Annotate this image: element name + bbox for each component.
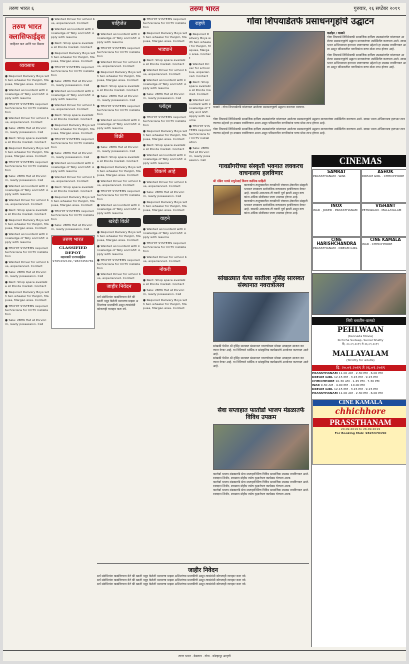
sirinilayam-header: सिरी ब्लाटीम-वास्को: [312, 317, 406, 325]
cinema-listing: ASHOK DREAM GIRL · CHHICHHORE: [361, 169, 406, 203]
section-heading-sell: विकणे आहे: [143, 168, 187, 177]
schedule-row: PRASSTHANAM 11.00 AM · 2.30 PM · 6.00 PM: [312, 371, 383, 375]
schedule-row: DREAM GIRL 12.15 PM · 3.15 PM · 9.15 PM: [312, 387, 378, 391]
section-heading-rahne: राहणे: [189, 20, 211, 29]
story-vachanalay: गावडोंगरीच्या संस्कृती भवनात लवकरच वाचनालय हलविणार श्री मंडिरा मावडे प्रभुदेसाई किरण कामिक माहिती काणकोण तालुक्यातील गावडोंगरी पंचायत क्षेत्रातील संस्कृती भवनात लवकरच सार्वजनिक वाचनालय हलविण्यात येणार आहे. यासाठी आवश्यक ती तयारी पूर्ण झाली असून वाचकांना अधिक सोयीस्कर जागा उपलब्ध होणार आहे. काणकोण तालुक्यातील गावडोंगरी पंचायत क्षेत्रातील संस्कृती भवनात लवकरच सार्वजनिक वाचनालय हलविण्यात येणार आहे. यासाठी आवश्यक ती तयारी पूर्ण झाली असून वाचकांना अधिक सोयीस्कर जागा उपलब्ध होणार आहे.: [213, 163, 308, 215]
schedule-row: WAR 9.30 AM · 4.00 PM · 10.00 PM: [312, 383, 365, 387]
classified-column-2: ● Wanted Driver for school bus, experienced. Contact ● Wanted accountant with knowledge of Tally and GST. Apply with resume ● Rent: Shop space available at Ponda market. Contact ● Required Delivery Boys with two wheeler for Panjim, Mapusa, Margao area. Contact ● TECHIT SYSTEMS required technicians for CCTV installation ● Sale: 2BHK flat at Porvorim, ready possession. Call ● Wanted accountant with knowledge of Tally and GST. Apply with resume ● Wanted Driver for school bus, experienced. Contact ● Rent: Shop space available at Ponda market. Contact ● Required Delivery Boys with two wheeler for Panjim, Mapusa, Margao area. Contact ● TECHIT SYSTEMS required technicians for CCTV installation ● Sale: 2BHK flat at Porvorim, ready possession. Call ● Wanted accountant with knowledge of Tally and GST. Apply with resume ● Wanted Driver for school bus, experienced. Contact ● Rent: Shop space available at Ponda market. Contact ● Required Delivery Boys with two wheeler for Panjim, Mapusa, Margao area. Contact ● TECHIT SYSTEMS required technicians for CCTV installation ● Sale: 2BHK flat at Porvorim, ready possession. Call तरुण भारत CLASSIFIED DEPOT महालक्ष्मी एन्टरप्राईझेस 9765432109 / 9823456781: [51, 17, 95, 649]
story4-headline: सेवा सप्ताहात फातोर्डा भाजप मंडळातर्फे विविध उपक्रम: [217, 407, 305, 421]
schedule-table: [312, 371, 406, 395]
story-seva-saptah: सेवा सप्ताहात फातोर्डा भाजप मंडळातर्फे विविध उपक्रम फातोर्डा भाजप मंडळातर्फे सेवा सप्ताहानिमित्त विविध सामाजिक उपक्रम राबविण्यात आले. रक्तदान शिबीर, स्वच्छता मोहीम तसेच वृक्षारोपण कार्यक्रम घेण्यात आला. फातोर्डा भाजप मंडळातर्फे सेवा सप्ताहानिमित्त विविध सामाजिक उपक्रम राबविण्यात आले. रक्तदान शिबीर, स्वच्छता मोहीम तसेच वृक्षारोपण कार्यक्रम घेण्यात आला. फातोर्डा भाजप मंडळातर्फे सेवा सप्ताहानिमित्त विविध सामाजिक उपक्रम राबविण्यात आले. रक्तदान शिबीर, स्वच्छता मोहीम तसेच वृक्षारोपण कार्यक्रम घेण्यात आला.: [213, 407, 309, 552]
story2-headline: गावडोंगरीच्या संस्कृती भवनात लवकरच वाचनालय हलविणार: [218, 163, 304, 177]
cinema-poster: [312, 273, 406, 315]
classified-list: ● Required Delivery Boys with two wheeler for Panjim, Mapusa, Margao area. Contact ● Wanted accountant with knowledge of Tally and GST. Apply with resume ● TECHIT SYSTEMS required technicians for CCTV installation ● Wanted Driver for school bus, experienced. Contact ● Sale: 2BHK flat at Porvorim, ready possession. Call ● Rent: Shop space available at Ponda market. Contact ● Required Delivery Boys with two wheeler for Panjim, Mapusa, Margao area. Contact ● TECHIT SYSTEMS required technicians for CCTV installation ● Sale: 2BHK flat at Porvorim, ready possession. Call ● Wanted accountant with knowledge of Tally and GST. Apply with resume ● Wanted Driver for school bus, experienced. Contact ● Rent: Shop space available at Ponda market. Contact ● Required Delivery Boys with two wheeler for Panjim, Mapusa, Margao area. Contact ● Wanted accountant with knowledge of Tally and GST. Apply with resume ● TECHIT SYSTEMS required technicians for CCTV installation ● Wanted Driver for school bus, experienced. Contact ● Sale: 2BHK flat at Porvorim, ready possession. Call ● Rent: Shop space available at Ponda market. Contact ● Required Delivery Boys with two wheeler for Panjim, Mapusa, Margao area. Contact ● TECHIT SYSTEMS required technicians for CCTV installation ● Sale: 2BHK flat at Porvorim, ready possession. Call: [5, 74, 49, 326]
cinemas-banner: CINEMAS: [312, 155, 406, 167]
section-heading-khareedi: खरेदी विक्री: [97, 218, 141, 227]
section-heading-rent: भाड्याने: [143, 46, 187, 55]
newspaper-page: [3, 3, 406, 661]
masthead-title: तरुण भारत: [189, 5, 220, 13]
mallayalam-title: MALLAYALAM: [332, 349, 389, 358]
section-heading-wanted: पाहिजेत: [97, 20, 141, 29]
section-heading-sale: विक्री: [97, 133, 141, 142]
main-body: वार्ताहर / वास्को गोवा शिपयार्ड लिमिटेडतर्फे सामाजिक दायित्व उपक्रमांतर्गत बांधण्यात आलेल्या प्रसाधनगृहांचे उद्घाटन मान्यवरांच्या उपस्थितीत करण्यात आले. स्वच्छ भारत अभियानाला हातभार लावण्याच्या उद्देशाने हा उपक्रम राबविण्यात आला असून परिसरातील नागरिकांना याचा मोठा लाभ होणार आहे. गोवा शिपयार्ड लिमिटेडतर्फे सामाजिक दायित्व उपक्रमांतर्गत बांधण्यात आलेल्या प्रसाधनगृहांचे उद्घाटन मान्यवरांच्या उपस्थितीत करण्यात आले. स्वच्छ भारत अभियानाला हातभार लावण्याच्या उद्देशाने हा उपक्रम राबविण्यात आला असून परिसरातील नागरिकांना याचा मोठा लाभ होणार आहे.: [327, 31, 406, 69]
schedule-row: DREAM GIRL 12.15 PM · 3.15 PM · 9.15 PM: [312, 375, 378, 379]
cinema-listing: SAMRAT PRASSTHANAM · WAR: [312, 169, 361, 203]
classified-column-1: [5, 17, 49, 649]
story2-photo: [213, 185, 241, 215]
story-navratri: सांखळ्यात येत्या सातीला नृसिंह सारस्वत संस्थानात नवरात्रोत्सव सांखळी येथील श्री नृसिंह सारस्वत संस्थानात नवरात्रोत्सव मोठ्या उत्साहात साजरा करण्यात येणार आहे. या निमित्ताने धार्मिक व सांस्कृतिक कार्यक्रमांचे आयोजन करण्यात आले आहे. सांखळी येथील श्री नृसिंह सारस्वत संस्थानात नवरात्रोत्सव मोठ्या उत्साहात साजरा करण्यात येणार आहे. या निमित्ताने धार्मिक व सांस्कृतिक कार्यक्रमांचे आयोजन करण्यात आले आहे.: [213, 275, 309, 405]
public-notice: जाहीर निवेदन सर्व संबंधितांना कळविण्यात येते की खाली नमूद केलेली मालमत्ता माझ्या अशिलांच्या मालकीची असून त्यासंबंधी कोणताही व्यवहार करू नये. सर्व संबंधितांना कळविण्यात येते की खाली नमूद केलेली मालमत्ता माझ्या अशिलांच्या मालकीची असून त्यासंबंधी कोणताही व्यवहार करू नये. सर्व संबंधितांना कळविण्यात येते की खाली नमूद केलेली मालमत्ता माझ्या अशिलांच्या मालकीची असून त्यासंबंधी कोणताही व्यवहार करू नये.: [97, 563, 309, 650]
page-header: [3, 3, 406, 16]
classified-column-4: ● TECHIT SYSTEMS required technicians for CCTV installation ● Required Delivery Boys with two wheeler for Panjim, Mapusa, Margao area. Contact भाड्याने ● Rent: Shop space available at Ponda market. Contact ● Wanted Driver for school bus, experienced. Contact ● Wanted accountant with knowledge of Tally and GST. Apply with resume ● Sale: 2BHK flat at Porvorim, ready possession. Call प्लॉट्स ● TECHIT SYSTEMS required technicians for CCTV installation ● Required Delivery Boys with two wheeler for Panjim, Mapusa, Margao area. Contact ● Rent: Shop space available at Ponda market. Contact ● Wanted accountant with knowledge of Tally and GST. Apply with resume विकणे आहे ● Wanted Driver for school bus, experienced. Contact ● Sale: 2BHK flat at Porvorim, ready possession. Call ● Required Delivery Boys with two wheeler for Panjim, Mapusa, Margao area. Contact वाहने ● Wanted accountant with knowledge of Tally and GST. Apply with resume ● TECHIT SYSTEMS required technicians for CCTV installation ● Wanted Driver for school bus, experienced. Contact नोकरी ● Rent: Shop space available at Ponda market. Contact ● Sale: 2BHK flat at Porvorim, ready possession. Call ● Required Delivery Boys with two wheeler for Panjim, Mapusa, Margao area. Contact: [143, 17, 187, 310]
section-heading-vehicle: वाहने: [143, 215, 187, 224]
schedule-header: दि. २०.०९.२०१९ ते २६.०९.२०१९: [312, 365, 406, 371]
section-heading-biznes: व्यवसाय: [5, 62, 49, 71]
schedule-row: PRASSTHANAM 11.00 AM · 2.30 PM · 6.00 PM: [312, 391, 383, 395]
section-heading-notice: जाहीर निवेदन: [97, 283, 141, 292]
cine-kamala-ad: CINE KAMALA chhichhore PRASSTHANAM 20.09.2019 to 26.09.2019 For Booking Mob: 9823476150: [312, 399, 406, 465]
cinemas-section: CINEMAS SAMRAT PRASSTHANAM · WAR ASHOK DREAM GIRL · CHHICHHORE INOX WAR · JOKER · PRASSTHANAM VISHANT PEHLWAAN · MALLAYALAM CINE HARISHCHANDRA PRASSTHANAM · DREAM GIRL CINE KAMALA WAR · CHHICHHORE सिरी ब्लाटीम-वास्को PEHLWAAN (Kannada Movie) Kichcha Sudeep, Suniel Shetty दि. २०.०९.२०१९ ते २६.०९.२०१९ MALLAYALAM (Strictly for adults) दि. २०.०९.२०१९ ते २६.०९.२०१९ PRASSTHANAM 11.00 AM · 2.30 PM · 6.00 PM DREAM GIRL 12.15 PM · 3.15 PM · 9.15 PM CHHICHHORE 10.30 AM · 1.45 PM · 7.30 PM WAR 9.30 AM · 4.00 PM · 10.00 PM DREAM GIRL 12.15 PM · 3.15 PM · 9.15 PM PRASSTHANAM 11.00 AM · 2.30 PM · 6.00 PM CINE KAMALA chhichhore PRASSTHANAM 20.09.2019 to 26.09.2019 For Booking Mob: 9823476150: [311, 155, 406, 647]
cinema-listing-grid: [312, 167, 406, 271]
page-date: गुरुवार, २६ सप्टेंबर २०१९: [353, 6, 400, 12]
section-heading-plots: प्लॉट्स: [143, 103, 187, 112]
cinema-listing: CINE HARISHCHANDRA PRASSTHANAM · DREAM GIRL: [312, 237, 361, 271]
pehlwaan-title: PEHLWAAN: [337, 325, 384, 334]
main-photo-caption: वास्को : गोवा शिपयार्डतर्फे बांधण्यात आलेल्या प्रसाधनगृहाचे उद्घाटन करताना मान्यवर.: [213, 105, 306, 109]
story3-headline: सांखळ्यात येत्या सातीला नृसिंह सारस्वत संस्थानात नवरात्रोत्सव: [217, 275, 305, 289]
cinema-listing: VISHANT PEHLWAAN · MALLAYALAM: [361, 203, 406, 237]
page-footer: तरुण भारत · बेळगाव · गोवा · कोल्हापूर आवृत्ती: [3, 650, 406, 661]
section-heading-jobs: नोकरी: [143, 266, 187, 275]
cinema-listing: INOX WAR · JOKER · PRASSTHANAM: [312, 203, 361, 237]
classified-banner: तरुण भारत क्लासिफाईड्स जाहिरात करा आणि यश मिळवा: [5, 17, 49, 59]
main-headline: गोवा शिपयार्डतर्फे प्रसाधनगृहांचे उद्घाटन: [246, 17, 375, 27]
cinema-listing: CINE KAMALA WAR · CHHICHHORE: [361, 237, 406, 271]
classified-column-3: पाहिजेत ● Wanted accountant with knowledge of Tally and GST. Apply with resume ● TECHIT SYSTEMS required technicians for CCTV installation ● Wanted Driver for school bus, experienced. Contact ● Required Delivery Boys with two wheeler for Panjim, Mapusa, Margao area. Contact ● Rent: Shop space available at Ponda market. Contact ● Sale: 2BHK flat at Porvorim, ready possession. Call ● TECHIT SYSTEMS required technicians for CCTV installation ● Wanted accountant with knowledge of Tally and GST. Apply with resume विक्री ● Sale: 2BHK flat at Porvorim, ready possession. Call ● Rent: Shop space available at Ponda market. Contact ● Required Delivery Boys with two wheeler for Panjim, Mapusa, Margao area. Contact ● Wanted Driver for school bus, experienced. Contact ● TECHIT SYSTEMS required technicians for CCTV installation ● Wanted accountant with knowledge of Tally and GST. Apply with resume खरेदी विक्री ● Required Delivery Boys with two wheeler for Panjim, Mapusa, Margao area. Contact ● Wanted accountant with knowledge of Tally and GST. Apply with resume ● TECHIT SYSTEMS required technicians for CCTV installation ● Wanted Driver for school bus, experienced. Contact जाहीर निवेदन सर्व संबंधितांना कळविण्यात येते की खाली नमूद केलेली मालमत्ता माझ्या अशिलांच्या मालकीची असून त्यासंबंधी कोणताही व्यवहार करू नये.: [97, 21, 141, 311]
main-photo: [213, 31, 325, 105]
page-number: तरुण भारत ६: [9, 6, 34, 12]
story4-photo: [213, 424, 309, 470]
schedule-row: CHHICHHORE 10.30 AM · 1.45 PM · 7.30 PM: [312, 379, 380, 383]
story3-photo: [213, 292, 309, 342]
main-story: गोवा शिपयार्डतर्फे प्रसाधनगृहांचे उद्घाटन वास्को : गोवा शिपयार्डतर्फे बांधण्यात आलेल्या प्रसाधनगृहाचे उद्घाटन करताना मान्यवर. वार्ताहर / वास्को गोवा शिपयार्ड लिमिटेडतर्फे सामाजिक दायित्व उपक्रमांतर्गत बांधण्यात आलेल्या प्रसाधनगृहांचे उद्घाटन मान्यवरांच्या उपस्थितीत करण्यात आले. स्वच्छ भारत अभियानाला हातभार लावण्याच्या उद्देशाने हा उपक्रम राबविण्यात आला असून परिसरातील नागरिकांना याचा मोठा लाभ होणार आहे. गोवा शिपयार्ड लिमिटेडतर्फे सामाजिक दायित्व उपक्रमांतर्गत बांधण्यात आलेल्या प्रसाधनगृहांचे उद्घाटन मान्यवरांच्या उपस्थितीत करण्यात आले. स्वच्छ भारत अभियानाला हातभार लावण्याच्या उद्देशाने हा उपक्रम राबविण्यात आला असून परिसरातील नागरिकांना याचा मोठा लाभ होणार आहे. गोवा शिपयार्ड लिमिटेडतर्फे सामाजिक दायित्व उपक्रमांतर्गत बांधण्यात आलेल्या प्रसाधनगृहांचे उद्घाटन मान्यवरांच्या उपस्थितीत करण्यात आले. स्वच्छ भारत अभियानाला हातभार लावण्याच्या उद्देशाने हा उपक्रम राबविण्यात आला असून परिसरातील नागरिकांना याचा मोठा लाभ होणार आहे. गोवा शिपयार्ड लिमिटेडतर्फे सामाजिक दायित्व उपक्रमांतर्गत बांधण्यात आलेल्या प्रसाधनगृहांचे उद्घाटन मान्यवरांच्या उपस्थितीत करण्यात आले. स्वच्छ भारत अभियानाला हातभार लावण्याच्या उद्देशाने हा उपक्रम राबविण्यात आला असून परिसरातील नागरिकांना याचा मोठा लाभ होणार आहे.: [213, 17, 406, 135]
classified-column-5: राहणे ● Required Delivery Boys with two wheeler for Panjim, Mapusa, Margao area. Contact ● Wanted Driver for school bus, experienced. Contact ● Rent: Shop space available at Ponda market. Contact ● Wanted accountant with knowledge of Tally and GST. Apply with resume ● TECHIT SYSTEMS required technicians for CCTV installation ● Sale: 2BHK flat at Porvorim, ready possession. Call: [189, 21, 211, 162]
classified-depot-ad: तरुण भारत CLASSIFIED DEPOT महालक्ष्मी एन्टरप्राईझेस 9765432109 / 9823456781: [51, 235, 95, 329]
story2-kicker: श्री मंडिरा मावडे प्रभुदेसाई किरण कामिक माहिती: [213, 179, 266, 183]
